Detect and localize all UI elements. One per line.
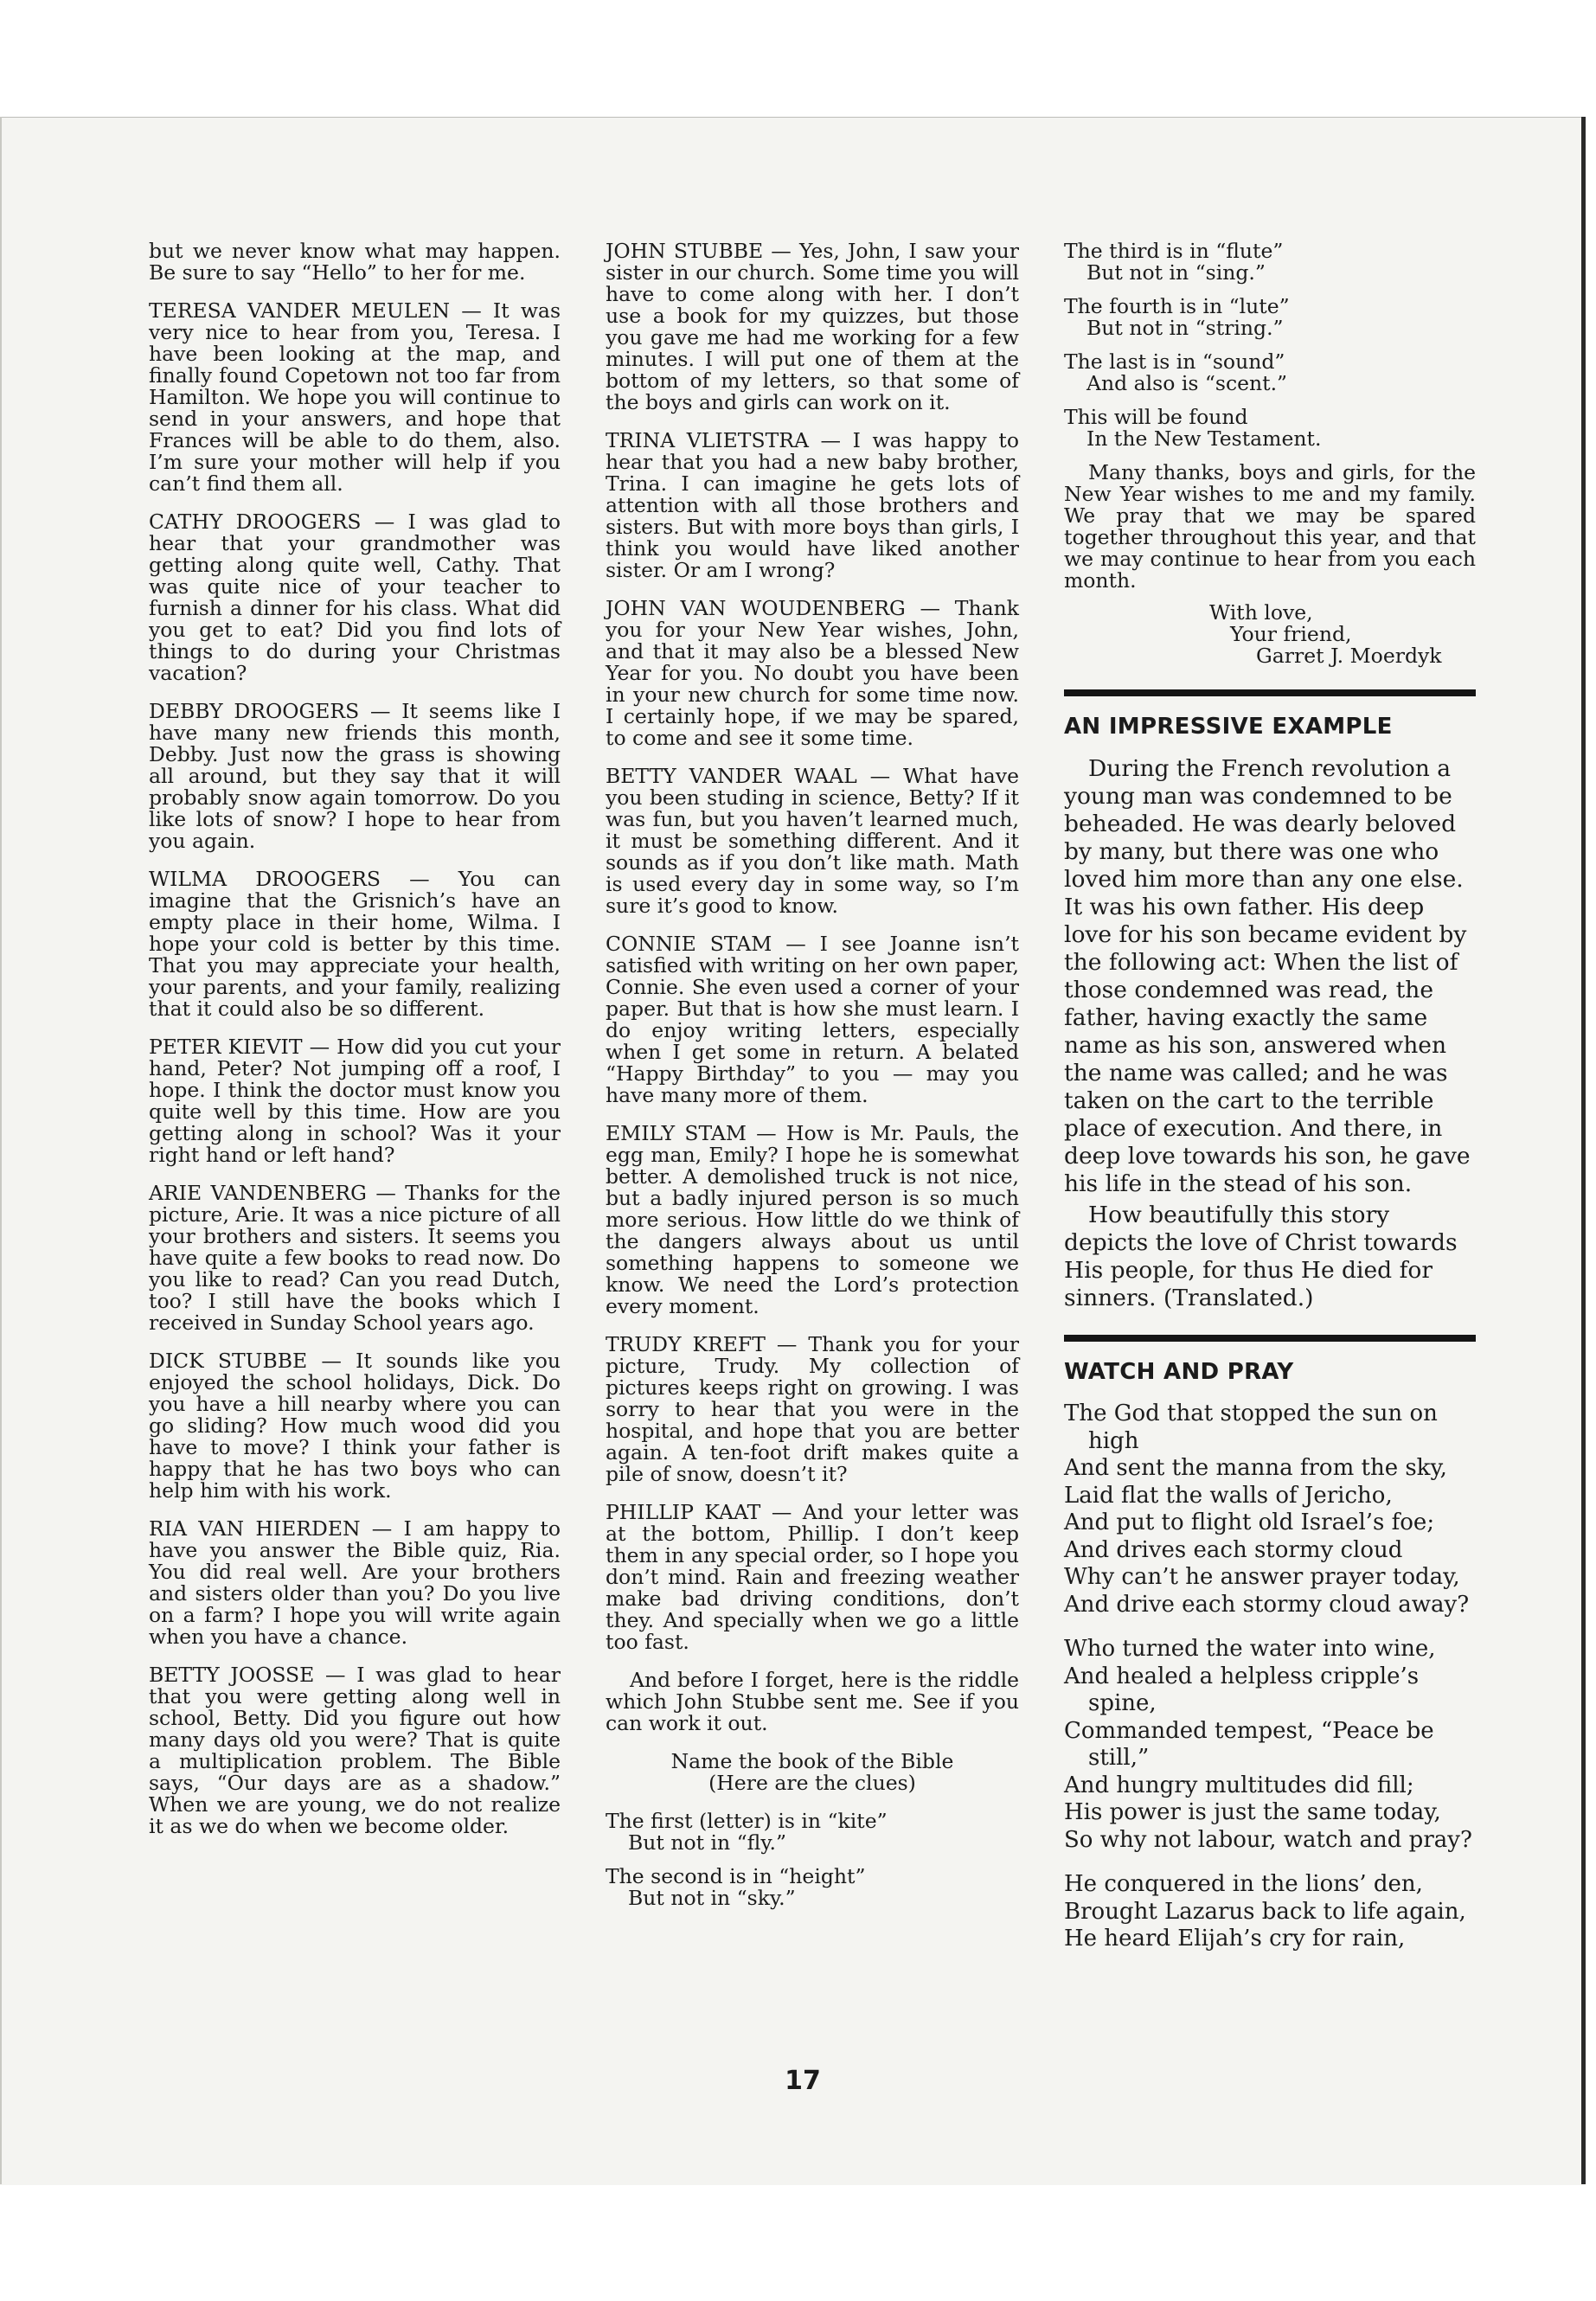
clue-line: The first (letter) is in “kite”	[606, 1809, 888, 1833]
letter-paragraph: CONNIE STAM — I see Joanne isn’t satisfied with writing on her own paper, Connie. She even used a corner of your paper. But that is how she must learn. I do enjoy writing letters, especially when I get some in return. A belated “Happy Birthday” to you — may you have many more of them.	[606, 932, 1019, 1107]
poem-stanza	[1064, 1400, 1476, 1618]
clue-line: But not in “sing.”	[1086, 260, 1266, 285]
poem-line: And sent the manna from the sky,	[1064, 1455, 1447, 1481]
clue-line: But not in “sky.”	[628, 1886, 796, 1910]
letter-paragraph: JOHN STUBBE — Yes, John, I saw your sister in our church. Some time you will have to come along with her. I don’t use a book for my quizzes, but those you gave me had me working for a few minutes. I will put one of them at the bottom of my letters, so that some of the boys and girls can work on it.	[606, 239, 1019, 414]
letter-paragraph: DICK STUBBE — It sounds like you enjoyed the school holidays, Dick. Do you have a hill nearby where you can go sliding? How much wood did you have to move? I think your father is happy that he has two boys who can help him with his work.	[149, 1349, 561, 1503]
poem-line: Why can’t he answer prayer today,	[1064, 1564, 1460, 1590]
poem-line: So why not labour, watch and pray?	[1064, 1826, 1472, 1853]
letter-paragraph: TRUDY KREFT — Thank you for your picture, Trudy. My collection of pictures keeps right on growing. I was sorry to hear that you were in the hospital, and hope that you are better again. A ten-foot drift makes quite a pile of snow, doesn’t it?	[606, 1332, 1019, 1486]
riddle-heading	[606, 1751, 1019, 1794]
page-number: 17	[785, 2066, 821, 2096]
letter-paragraph: PHILLIP KAAT — And your letter was at the bottom, Phillip. I don’t keep them in any special order, so I hope you don’t mind. Rain and freezing weather make bad driving conditions, don’t they. And specially when we go a little too fast.	[606, 1500, 1019, 1654]
riddle-clue	[1064, 240, 1476, 284]
poem-line: And hungry multitudes did fill;	[1064, 1772, 1414, 1798]
watch-and-pray-title: WATCH AND PRAY	[1064, 1359, 1294, 1385]
clue-line: This will be found	[1064, 405, 1248, 429]
column-3	[1064, 240, 1476, 1971]
column-1	[149, 240, 561, 1854]
letter-paragraph: TERESA VANDER MEULEN — It was very nice to hear from you, Teresa. I have been looking at the map, and finally found Copetown not too far from Hamilton. We hope you will continue to send in your answers, and hope that Frances will be able to do them, also. I’m sure your mother will help if you can’t find them all.	[149, 298, 561, 496]
riddle-clue	[1064, 351, 1476, 394]
impressive-example-paragraph: How beautifully this story depicts the love of Christ towards His people, for thus He died for sinners. (Translated.)	[1064, 1202, 1458, 1311]
letter-paragraph: DEBBY DROOGERS — It seems like I have many new friends this month, Debby. Just now the grass is showing all around, but they say that it will probably snow again tomorrow. Do you like lots of snow? I hope to hear from you again.	[149, 699, 561, 853]
letter-paragraph: ARIE VANDENBERG — Thanks for the picture, Arie. It was a nice picture of all your brothers and sisters. It seems you have quite a few books to read now. Do you like to read? Can you read Dutch, too? I still have the books which I received in Sunday School years ago.	[149, 1181, 561, 1335]
letter-paragraph: WILMA DROOGERS — You can imagine that the Grisnich’s have an empty place in their home, Wilma. I hope your cold is better by this time. That you may appreciate your health, your parents, and your family, realizing that it could also be so different.	[149, 867, 561, 1021]
section-divider	[1064, 1335, 1476, 1342]
clue-line: The second is in “height”	[606, 1864, 866, 1888]
letter-paragraph: JOHN VAN WOUDENBERG — Thank you for your New Year wishes, John, and that it may also be a blessed New Year for you. No doubt you have been in your new church for some time now. I certainly hope, if we may be spared, to come and see it some time.	[606, 596, 1019, 750]
poem-line: His power is just the same today,	[1064, 1799, 1441, 1825]
column-2	[606, 240, 1019, 1921]
section-divider	[1064, 689, 1476, 696]
clue-line: The fourth is in “lute”	[1064, 294, 1290, 318]
riddle-clue	[1064, 296, 1476, 339]
clue-line: But not in “string.”	[1086, 316, 1284, 340]
poem-stanza	[1064, 1871, 1476, 1953]
riddle-clue	[606, 1811, 1019, 1854]
sign-with-love: With love,	[1209, 600, 1313, 625]
riddle-clue	[606, 1866, 1019, 1909]
page-left-edge	[0, 117, 2, 2184]
letter-paragraph: TRINA VLIETSTRA — I was happy to hear that you had a new baby brother, Trina. I can imagine he gets lots of attention with all those brothers and sisters. But with more boys than girls, I think you would have liked another sister. Or am I wrong?	[606, 428, 1019, 582]
letter-paragraph: CATHY DROOGERS — I was glad to hear that your grandmother was getting along quite well, Cathy. That was quite nice of your teacher to furnish a dinner for his class. What did you get to eat? Did you find lots of things to do during your Christmas vacation?	[149, 510, 561, 685]
clue-line: The third is in “flute”	[1064, 239, 1284, 263]
letter-paragraph: RIA VAN HIERDEN — I am happy to have you answer the Bible quiz, Ria. You did real well. Are your brothers and sisters older than you? Do you live on a farm? I hope you will write again when you have a chance.	[149, 1516, 561, 1649]
poem-stanza	[1064, 1636, 1476, 1854]
sign-name: Garret J. Moerdyk	[1256, 644, 1442, 668]
letter-paragraph: PETER KIEVIT — How did you cut your hand, Peter? Not jumping off a roof, I hope. I think the doctor must know you quite well by this time. How are you getting along in school? Was it your right hand or left hand?	[149, 1035, 561, 1167]
riddle-heading-line: Name the book of the Bible	[670, 1749, 954, 1773]
page-right-edge	[1581, 117, 1586, 2184]
poem-line: He heard Elijah’s cry for rain,	[1064, 1926, 1406, 1952]
impressive-example-paragraph: During the French revolution a young man was condemned to be beheaded. He was dearly beloved by many, but there was one who loved him more than any one else. It was his own father. His deep love for his son became evident by the following act: When the list of those condemned was read, the father, having exactly the same name as his son, answered when the name was called; and he was taken on the cart to the terrible place of execution. And there, in deep love towards his son, he gave his life in the stead of his son.	[1064, 755, 1471, 1197]
clue-line: The last is in “sound”	[1064, 349, 1285, 374]
poem-line: Who turned the water into wine,	[1064, 1636, 1436, 1662]
poem-line: Laid flat the walls of Jericho,	[1064, 1482, 1393, 1509]
poem-line: Brought Lazarus back to life again,	[1064, 1898, 1466, 1925]
clue-line: But not in “fly.”	[628, 1830, 786, 1855]
riddle-intro: And before I forget, here is the riddle which John Stubbe sent me. See if you can work it out.	[606, 1668, 1019, 1735]
letter-paragraph: but we never know what may happen. Be sure to say “Hello” to her for me.	[149, 239, 561, 285]
clue-line: And also is “scent.”	[1086, 371, 1288, 395]
poem-line: And drive each stormy cloud away?	[1064, 1591, 1470, 1618]
riddle-heading-line: (Here are the clues)	[708, 1771, 916, 1795]
letter-paragraph: BETTY JOOSSE — I was glad to hear that you were getting along well in school, Betty. Did you figure out how many days old you were? That is quite a multiplication problem. The Bible says, “Our days are as a shadow.” When we are young, we do not realize it as we do when we become older.	[149, 1663, 561, 1838]
signature-block	[1064, 602, 1476, 667]
poem-line: The God that stopped the sun on high	[1064, 1400, 1438, 1454]
sign-your-friend: Your friend,	[1230, 622, 1352, 646]
letter-paragraph: EMILY STAM — How is Mr. Pauls, the egg man, Emily? I hope he is somewhat better. A demolished truck is not nice, but a badly injured person is so much more serious. How little do we think of the dangers always about us until something happens to someone we know. We need the Lord’s protection every moment.	[606, 1121, 1019, 1318]
poem-line: And drives each stormy cloud	[1064, 1536, 1403, 1563]
poem-line: He conquered in the lions’ den,	[1064, 1871, 1423, 1897]
poem-line: Commanded tempest, “Peace be still,”	[1064, 1717, 1434, 1771]
riddle-clue	[1064, 407, 1476, 450]
closing-thanks: Many thanks, boys and girls, for the New Year wishes to me and my family. We pray that we may be spared together throughout this year, and that we may continue to hear from you each month.	[1064, 460, 1476, 593]
letter-paragraph: BETTY VANDER WAAL — What have you been studing in science, Betty? If it was fun, but you haven’t learned much, it must be something different. And it sounds as if you don’t like math. Math is used every day in some way, so I’m sure it’s good to know.	[606, 764, 1019, 918]
impressive-example-title: AN IMPRESSIVE EXAMPLE	[1064, 714, 1393, 740]
clue-line: In the New Testament.	[1086, 426, 1322, 451]
poem-line: And healed a helpless cripple’s spine,	[1064, 1663, 1420, 1716]
poem-line: And put to flight old Israel’s foe;	[1064, 1509, 1435, 1535]
